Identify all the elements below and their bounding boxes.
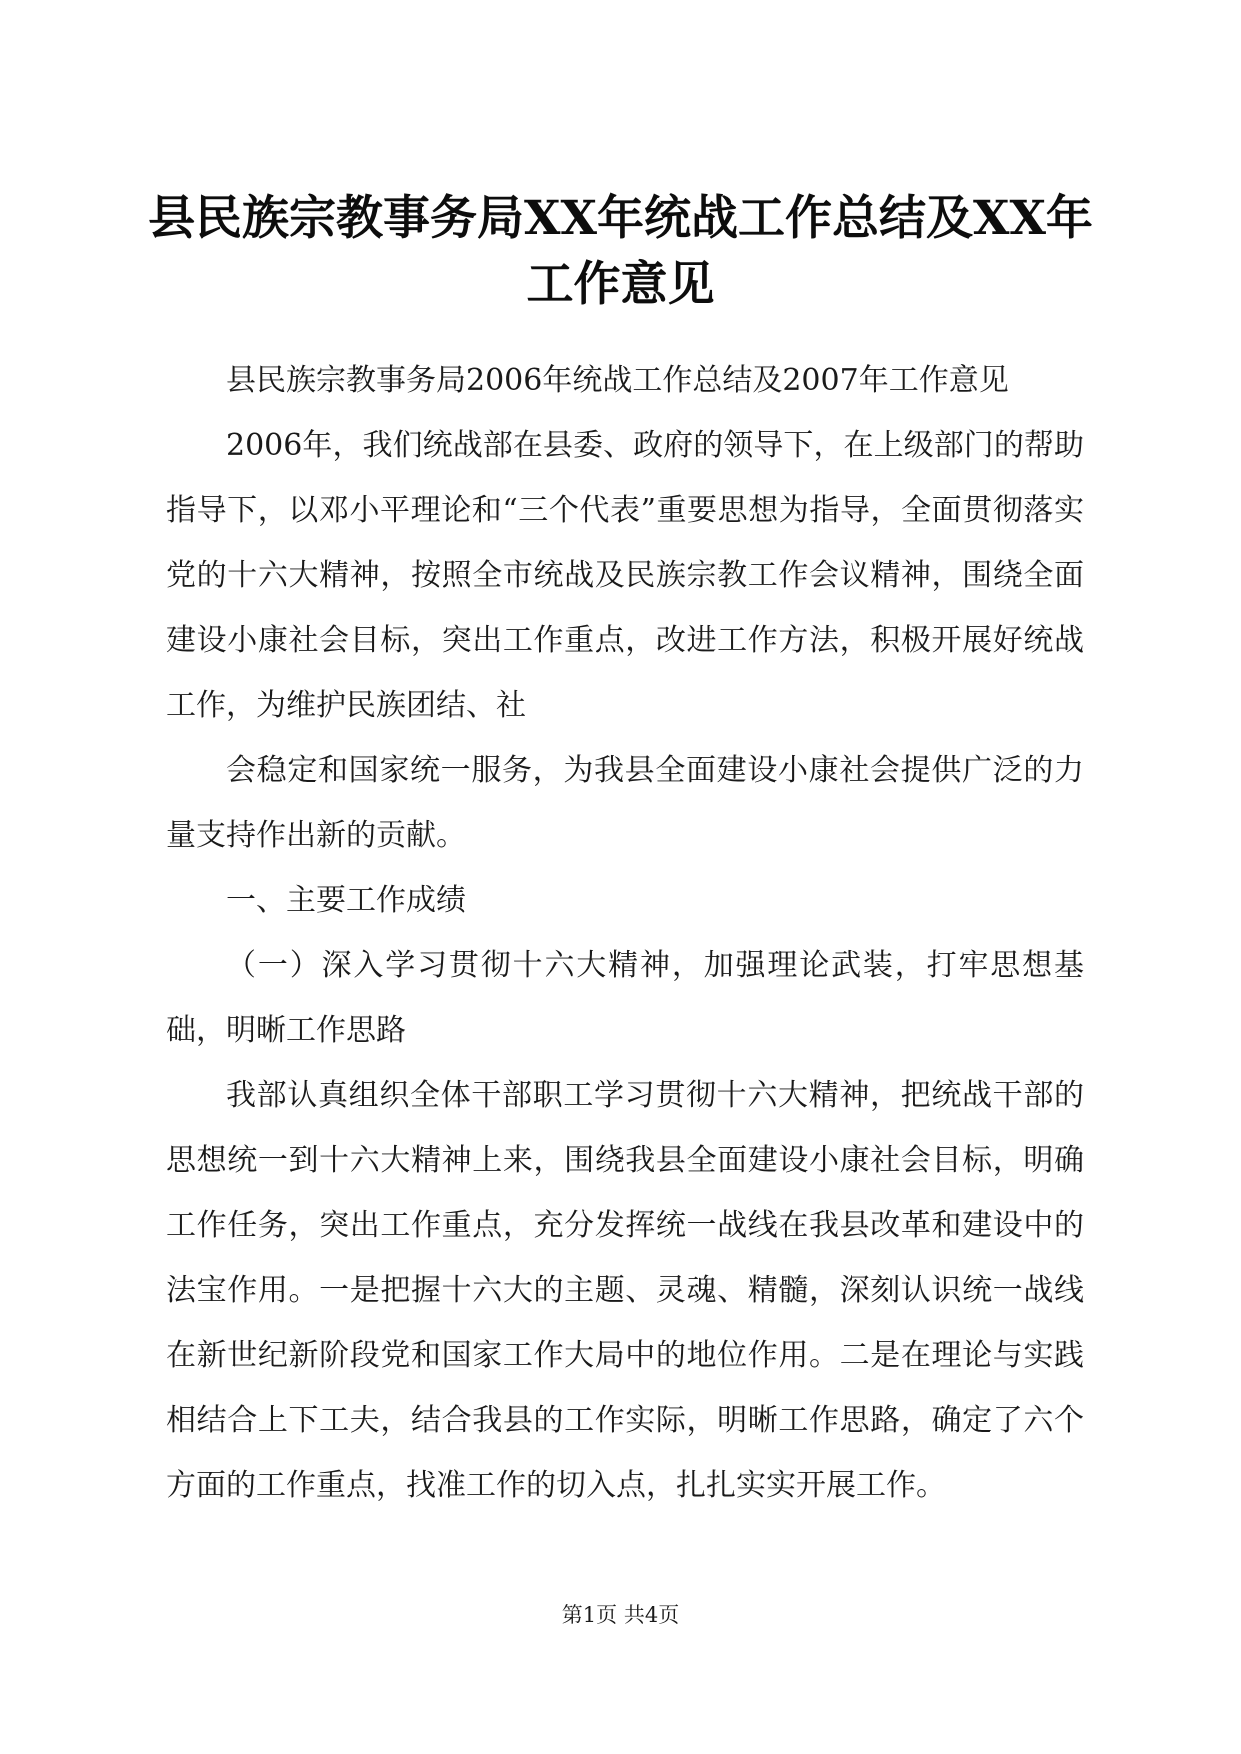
section-heading: 一、主要工作成绩 bbox=[226, 883, 466, 918]
paragraph-intro: 2006年，我们统战部在县委、政府的领导下，在上级部门的帮助指导下，以邓小平理论和“三个代表”重要思想为指导，全面贯彻落实党的十六大精神，按照全市统战及民族宗教工作会议精神，围绕全面建设小康社会目标，突出工作重点，改进工作方法，积极开展好统战工作，为维护民族团结、社 bbox=[166, 428, 1084, 723]
document-title: 县民族宗教事务局XX年统战工作总结及XX年工作意见 bbox=[148, 191, 1093, 312]
paragraph-body: 我部认真组织全体干部职工学习贯彻十六大精神，把统战干部的思想统一到十六大精神上来，围绕我县全面建设小康社会目标，明确工作任务，突出工作重点，充分发挥统一战线在我县改革和建设中的法宝作用。一是把握十六大的主题、灵魂、精髓，深刻认识统一战线在新世纪新阶段党和国家工作大局中的地位作用。二是在理论与实践相结合上下工夫，结合我县的工作实际，明晰工作思路，确定了六个方面的工作重点，找准工作的切入点，扎扎实实开展工作。 bbox=[166, 1078, 1084, 1503]
page-number-footer: 第1页 共4页 bbox=[561, 1603, 680, 1627]
paragraph-subtitle: 县民族宗教事务局2006年统战工作总结及2007年工作意见 bbox=[226, 363, 1009, 398]
document-body bbox=[166, 348, 1084, 1518]
paragraph-intro-continued: 会稳定和国家统一服务，为我县全面建设小康社会提供广泛的力量支持作出新的贡献。 bbox=[166, 753, 1084, 853]
subsection-heading: （一）深入学习贯彻十六大精神，加强理论武装，打牢思想基础，明晰工作思路 bbox=[166, 948, 1084, 1048]
